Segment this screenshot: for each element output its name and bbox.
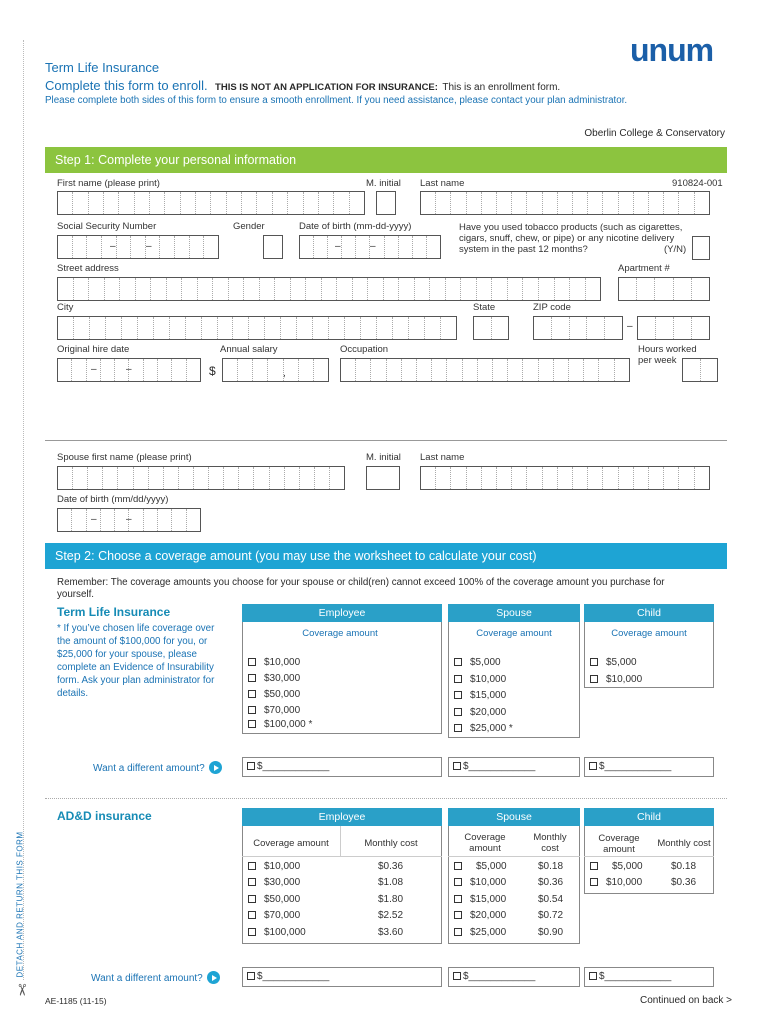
- hours-label: Hours worked per week: [638, 344, 697, 366]
- dob-label: Date of birth (mm-dd-yyyy): [299, 221, 412, 232]
- term-spouse-coverage-label: Coverage amount: [476, 628, 552, 639]
- tobacco-field[interactable]: [692, 236, 710, 260]
- add-child-option[interactable]: $5,000: [590, 861, 643, 872]
- term-employee-option[interactable]: $10,000: [248, 657, 300, 668]
- checkbox[interactable]: [454, 911, 462, 919]
- add-employee-cost: $2.52: [378, 910, 404, 921]
- term-child-other[interactable]: $____________: [584, 757, 714, 777]
- checkbox[interactable]: [247, 762, 255, 770]
- page-subtitle: Complete this form to enroll.: [45, 78, 208, 93]
- step1-header: Step 1: Complete your personal information: [45, 147, 727, 173]
- m-initial-field[interactable]: [376, 191, 396, 215]
- checkbox[interactable]: [590, 878, 598, 886]
- spouse-mi-field[interactable]: [366, 466, 400, 490]
- divider: [448, 856, 580, 857]
- checkbox[interactable]: [454, 708, 462, 716]
- term-employee-other[interactable]: $____________: [242, 757, 442, 777]
- divider: [45, 440, 727, 441]
- checkbox[interactable]: [589, 762, 597, 770]
- coverage-reminder: Remember: The coverage amounts you choose for your spouse or child(ren) cannot exceed 100% of the coverage amount you purchase for yourself.: [57, 577, 665, 600]
- checkbox[interactable]: [454, 862, 462, 870]
- zip-label: ZIP code: [533, 302, 571, 313]
- spouse-last-label: Last name: [420, 452, 465, 463]
- term-spouse-header: Spouse: [448, 604, 580, 622]
- ssn-label: Social Security Number: [57, 221, 157, 232]
- checkbox[interactable]: [454, 691, 462, 699]
- checkbox[interactable]: [248, 706, 256, 714]
- add-spouse-other[interactable]: $____________: [448, 967, 580, 987]
- salary-dollar: $: [209, 364, 216, 378]
- checkbox[interactable]: [248, 862, 256, 870]
- spouse-dob-dash-2: –: [126, 514, 132, 525]
- dob-dash-1: –: [335, 241, 341, 252]
- term-different-label: Want a different amount?: [93, 761, 222, 774]
- occupation-label: Occupation: [340, 344, 389, 355]
- divider: [340, 826, 341, 856]
- add-employee-option[interactable]: $100,000: [248, 927, 306, 938]
- yn-label: (Y/N): [664, 244, 687, 255]
- term-employee-coverage-label: Coverage amount: [302, 628, 378, 639]
- add-spouse-cost: $0.90: [538, 927, 564, 938]
- spouse-dob-field[interactable]: [57, 508, 201, 532]
- form-code: 910824-001: [672, 178, 723, 189]
- add-employee-cost: $0.36: [378, 861, 404, 872]
- add-different-label: Want a different amount?: [91, 971, 220, 984]
- salary-comma: ,: [283, 368, 286, 379]
- add-spouse-cost: $0.54: [538, 894, 564, 905]
- add-employee-cost: $3.60: [378, 927, 404, 938]
- notice: This is an enrollment form.: [442, 82, 561, 93]
- checkbox[interactable]: [454, 675, 462, 683]
- m-initial-label: M. initial: [366, 178, 401, 189]
- arrow-right-icon: [207, 971, 220, 984]
- term-spouse-option[interactable]: $15,000: [454, 690, 506, 701]
- zip-field[interactable]: [533, 316, 623, 340]
- spouse-dob-dash-1: –: [91, 514, 97, 525]
- term-child-header: Child: [584, 604, 714, 622]
- term-spouse-other[interactable]: $____________: [448, 757, 580, 777]
- checkbox[interactable]: [454, 724, 462, 732]
- add-child-cost: $0.18: [671, 861, 697, 872]
- dob-dash-2: –: [370, 241, 376, 252]
- divider: [584, 856, 714, 857]
- checkbox[interactable]: [453, 972, 461, 980]
- checkbox[interactable]: [589, 972, 597, 980]
- checkbox[interactable]: [453, 762, 461, 770]
- add-employee-other[interactable]: $____________: [242, 967, 442, 987]
- add-employee-option[interactable]: $50,000: [248, 894, 300, 905]
- add-heading: AD&D insurance: [57, 809, 152, 823]
- last-name-label: Last name: [420, 178, 465, 189]
- term-employee-option[interactable]: $100,000 *: [248, 719, 312, 730]
- first-name-label: First name (please print): [57, 178, 160, 189]
- page-title: Term Life Insurance: [45, 60, 160, 75]
- add-child-other[interactable]: $____________: [584, 967, 714, 987]
- checkbox[interactable]: [248, 878, 256, 886]
- add-employee-cost: $1.08: [378, 877, 404, 888]
- checkbox[interactable]: [590, 862, 598, 870]
- term-life-heading: Term Life Insurance: [57, 605, 171, 619]
- checkbox[interactable]: [590, 658, 598, 666]
- checkbox[interactable]: [248, 720, 256, 728]
- add-child-monthly-label: Monthly cost: [657, 838, 711, 849]
- ssn-dash-2: –: [146, 241, 152, 252]
- employer-name: Oberlin College & Conservatory: [584, 128, 725, 139]
- add-spouse-option[interactable]: $10,000: [454, 877, 506, 888]
- street-label: Street address: [57, 263, 119, 274]
- add-child-cost: $0.36: [671, 877, 697, 888]
- hire-dash-1: –: [91, 364, 97, 375]
- gender-field[interactable]: [263, 235, 283, 259]
- term-employee-option[interactable]: $70,000: [248, 705, 300, 716]
- add-spouse-cost: $0.72: [538, 910, 564, 921]
- term-employee-option[interactable]: $30,000: [248, 673, 300, 684]
- add-spouse-header: Spouse: [448, 808, 580, 826]
- instructions: Please complete both sides of this form to ensure a smooth enrollment. If you need assistance, please contact your plan administrator.: [45, 95, 628, 106]
- salary-field[interactable]: [222, 358, 329, 382]
- divider: [45, 798, 727, 799]
- scissors-icon: ✂: [12, 983, 30, 997]
- apartment-field[interactable]: [618, 277, 710, 301]
- street-field[interactable]: [57, 277, 601, 301]
- term-child-coverage-label: Coverage amount: [611, 628, 687, 639]
- continued-on-back: Continued on back >: [639, 995, 732, 1006]
- add-child-header: Child: [584, 808, 714, 826]
- term-spouse-option[interactable]: $20,000: [454, 707, 506, 718]
- spouse-last-field[interactable]: [420, 466, 710, 490]
- checkbox[interactable]: [248, 928, 256, 936]
- add-employee-monthly-label: Monthly cost: [364, 838, 418, 849]
- checkbox[interactable]: [248, 911, 256, 919]
- apartment-label: Apartment #: [618, 263, 670, 274]
- spouse-first-label: Spouse first name (please print): [57, 452, 192, 463]
- hire-date-label: Original hire date: [57, 344, 130, 355]
- add-employee-option[interactable]: $10,000: [248, 861, 300, 872]
- hours-field[interactable]: [682, 358, 718, 382]
- add-employee-coverage-label: Coverage amount: [253, 838, 329, 849]
- add-spouse-option[interactable]: $25,000: [454, 927, 506, 938]
- term-employee-header: Employee: [242, 604, 442, 622]
- ssn-field[interactable]: [57, 235, 219, 259]
- term-child-option[interactable]: $5,000: [590, 657, 637, 668]
- add-spouse-option[interactable]: $15,000: [454, 894, 506, 905]
- step2-header: Step 2: Choose a coverage amount (you may use the worksheet to calculate your cost): [45, 543, 727, 569]
- spouse-dob-label: Date of birth (mm/dd/yyyy): [57, 494, 169, 505]
- add-spouse-cost: $0.18: [538, 861, 564, 872]
- checkbox[interactable]: [590, 675, 598, 683]
- add-child-coverage-label: Coverage amount: [598, 833, 640, 855]
- city-label: City: [57, 302, 74, 313]
- checkbox[interactable]: [248, 674, 256, 682]
- divider: [242, 856, 442, 857]
- salary-label: Annual salary: [220, 344, 278, 355]
- detach-label: DETACH AND RETURN THIS FORM: [15, 831, 25, 978]
- add-spouse-table: [448, 808, 580, 944]
- zip-plus4-field[interactable]: [637, 316, 710, 340]
- checkbox[interactable]: [248, 690, 256, 698]
- gender-label: Gender: [233, 221, 265, 232]
- add-spouse-coverage-label: Coverage amount: [464, 832, 506, 854]
- city-field[interactable]: [57, 316, 457, 340]
- checkbox[interactable]: [454, 658, 462, 666]
- add-spouse-cost: $0.36: [538, 877, 564, 888]
- term-spouse-option[interactable]: $5,000: [454, 657, 501, 668]
- first-name-field[interactable]: [57, 191, 365, 215]
- last-name-field[interactable]: [420, 191, 710, 215]
- add-employee-table: [242, 808, 442, 944]
- hire-dash-2: –: [126, 364, 132, 375]
- add-employee-header: Employee: [242, 808, 442, 826]
- zip-dash: –: [627, 321, 633, 332]
- arrow-right-icon: [209, 761, 222, 774]
- add-spouse-option[interactable]: $20,000: [454, 910, 506, 921]
- add-spouse-option[interactable]: $5,000: [454, 861, 507, 872]
- state-label: State: [473, 302, 496, 313]
- hire-date-field[interactable]: [57, 358, 201, 382]
- notice-bold: THIS IS NOT AN APPLICATION FOR INSURANCE:: [215, 82, 438, 93]
- page-subtitle-line: [45, 77, 560, 95]
- spouse-first-field[interactable]: [57, 466, 345, 490]
- eoi-note: * If you’ve chosen life coverage over the amount of $100,000 for you, or $25,000 for your spouse, please complete an Evidence of Insurability form. Ask your plan administrator for details.: [57, 623, 215, 699]
- checkbox[interactable]: [454, 928, 462, 936]
- occupation-field[interactable]: [340, 358, 630, 382]
- term-spouse-option[interactable]: $25,000 *: [454, 723, 513, 734]
- ssn-dash-1: –: [110, 241, 116, 252]
- form-number: AE-1185 (11-15): [45, 996, 107, 1006]
- unum-logo: unum: [630, 32, 714, 68]
- checkbox[interactable]: [248, 658, 256, 666]
- add-employee-option[interactable]: $30,000: [248, 877, 300, 888]
- checkbox[interactable]: [248, 895, 256, 903]
- state-field[interactable]: [473, 316, 509, 340]
- term-employee-option[interactable]: $50,000: [248, 689, 300, 700]
- checkbox[interactable]: [247, 972, 255, 980]
- term-spouse-option[interactable]: $10,000: [454, 674, 506, 685]
- spouse-mi-label: M. initial: [366, 452, 401, 463]
- add-spouse-monthly-label: Monthly cost: [533, 832, 567, 854]
- tobacco-question: Have you used tobacco products (such as cigarettes, cigars, snuff, chew, or pipe) or any nicotine delivery system in the past 12 months?: [459, 222, 683, 255]
- add-employee-option[interactable]: $70,000: [248, 910, 300, 921]
- add-child-option[interactable]: $10,000: [590, 877, 642, 888]
- term-child-option[interactable]: $10,000: [590, 674, 642, 685]
- checkbox[interactable]: [454, 895, 462, 903]
- checkbox[interactable]: [454, 878, 462, 886]
- dob-field[interactable]: [299, 235, 441, 259]
- add-employee-cost: $1.80: [378, 894, 404, 905]
